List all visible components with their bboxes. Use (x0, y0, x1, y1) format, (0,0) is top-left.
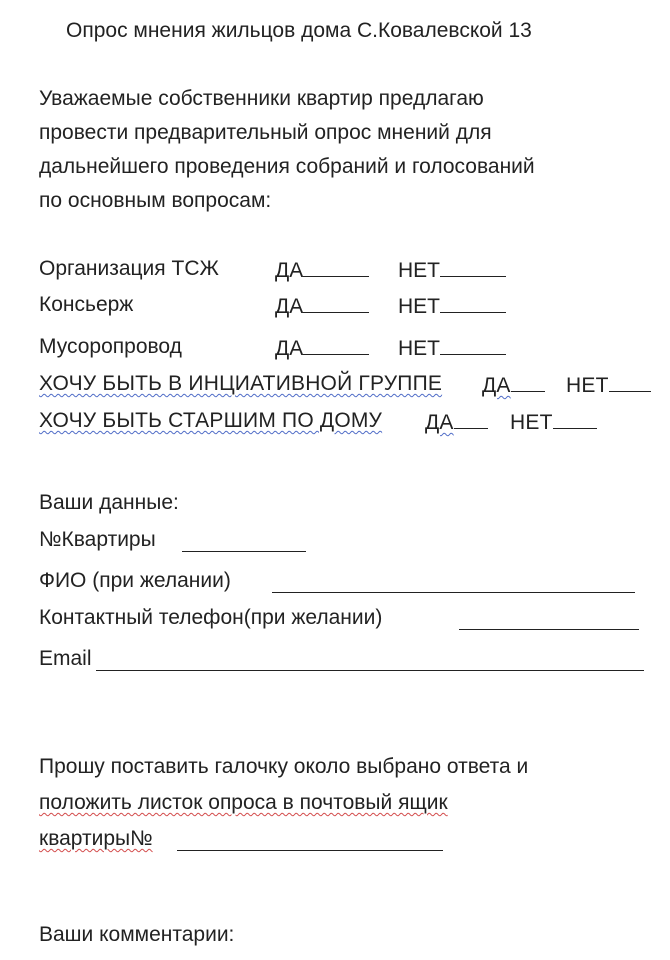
your-data-heading: Ваши данные: (39, 491, 179, 514)
question-concierge-no-blank[interactable] (440, 294, 506, 313)
email-field[interactable] (96, 670, 644, 671)
question-hoa-no[interactable]: НЕТ (398, 258, 506, 281)
instruction-line-2: положить листок опроса в почтовый ящик (39, 791, 448, 814)
instruction-line-1: Прошу поставить галочку около выбрано ответа и (39, 755, 529, 778)
question-hoa-no-blank[interactable] (440, 258, 506, 277)
intro-line-3: дальнейшего проведения собраний и голосований (39, 155, 535, 178)
intro-line-1: Уважаемые собственники квартир предлагаю (39, 87, 484, 110)
email-label: Email (39, 647, 92, 670)
full-name-label: ФИО (при желании) (39, 569, 231, 592)
question-garbage-chute-no-blank[interactable] (440, 336, 506, 355)
question-concierge: Консьерж (39, 293, 134, 316)
document-title: Опрос мнения жильцов дома С.Ковалевской 13 (66, 19, 532, 42)
instruction-line-3: квартиры№ (39, 827, 153, 850)
apartment-field[interactable] (182, 551, 306, 552)
phone-field[interactable] (459, 629, 639, 630)
question-initiative-group-no-blank[interactable] (609, 373, 651, 392)
comments-label: Ваши комментарии: (39, 923, 235, 946)
question-garbage-chute: Мусоропровод (39, 335, 182, 358)
question-hoa: Организация ТСЖ (39, 257, 219, 280)
question-house-senior-no-blank[interactable] (553, 410, 597, 429)
question-concierge-no[interactable]: НЕТ (398, 294, 506, 317)
phone-label: Контактный телефон(при желании) (39, 606, 383, 629)
intro-line-2: провести предварительный опрос мнений для (39, 121, 492, 144)
question-garbage-chute-yes[interactable]: ДА (275, 336, 369, 359)
full-name-field[interactable] (272, 592, 635, 593)
question-house-senior-yes-blank[interactable] (454, 410, 488, 429)
question-house-senior-no[interactable]: НЕТ (510, 410, 597, 433)
question-concierge-yes[interactable]: ДА (275, 294, 369, 317)
question-initiative-group-no[interactable]: НЕТ (566, 373, 651, 396)
question-garbage-chute-no[interactable]: НЕТ (398, 336, 506, 359)
question-hoa-yes[interactable]: ДА (275, 258, 369, 281)
question-initiative-group: ХОЧУ БЫТЬ В ИНЦИАТИВНОЙ ГРУППЕ (39, 372, 443, 395)
apartment-number-for-mailbox-field[interactable] (177, 850, 443, 851)
question-hoa-yes-blank[interactable] (303, 258, 369, 277)
question-house-senior-yes[interactable]: ДА (425, 410, 488, 433)
intro-line-4: по основным вопросам: (39, 189, 272, 212)
question-initiative-group-yes-blank[interactable] (511, 373, 545, 392)
question-garbage-chute-yes-blank[interactable] (303, 336, 369, 355)
apartment-label: №Квартиры (39, 528, 156, 551)
question-initiative-group-yes[interactable]: ДА (482, 373, 545, 396)
question-concierge-yes-blank[interactable] (303, 294, 369, 313)
question-house-senior: ХОЧУ БЫТЬ СТАРШИМ ПО ДОМУ (39, 409, 383, 432)
